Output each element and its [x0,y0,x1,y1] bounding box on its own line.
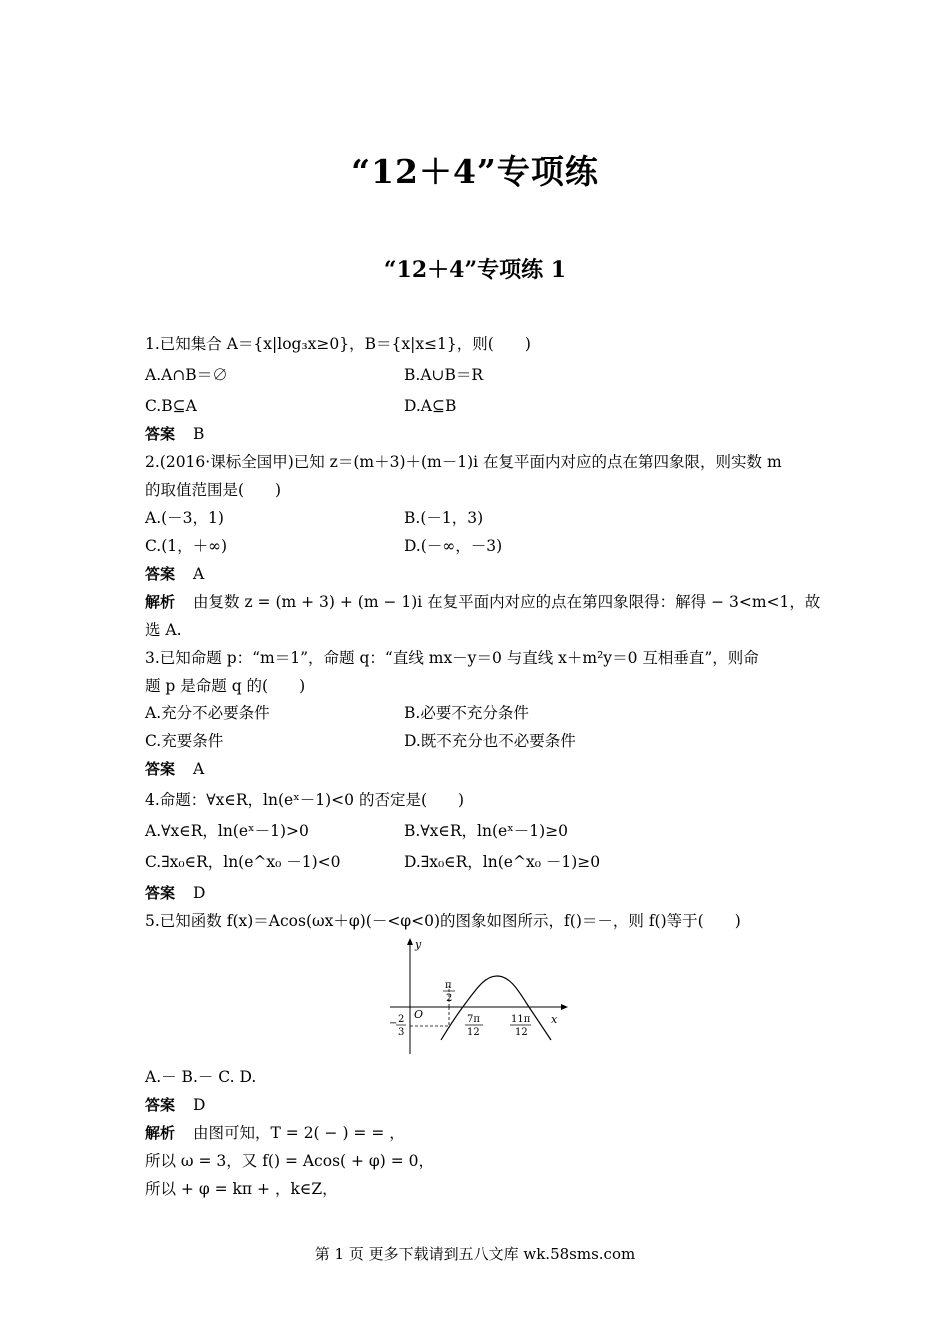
q2-option-c: C.(1，＋∞) [145,537,228,555]
q1-option-c: C.B⊆A [145,397,197,415]
q2-stem-line1: 2.(2016·课标全国甲)已知 z＝(m＋3)＋(m－1)i 在复平面内对应的点在第四象限，则实数 m [145,453,782,471]
q3-stem-line2: 题 p 是命题 q 的( ) [145,677,306,695]
q2-answer-row [145,563,204,585]
label-seven-pi-num: 7π [467,1014,480,1025]
q1-answer: B [193,425,205,443]
q2-analysis-line2: 选 A. [145,621,182,639]
analysis-label: 解析 [145,593,176,611]
q4-answer: D [193,884,206,902]
q2-analysis-line1 [145,591,820,613]
q5-analysis-line1 [145,1122,405,1144]
cosine-graph-figure [385,936,570,1058]
label-neg-two-thirds-num: 2 [398,1014,405,1025]
q4-option-b: B.∀x∈R，ln(eˣ－1)≥0 [404,822,569,840]
q4-stem: 4.命题：∀x∈R，ln(eˣ－1)<0 的否定是( ) [145,791,465,809]
answer-label: 答案 [145,425,176,443]
q2-option-d: D.(－∞，－3) [404,537,503,555]
analysis-label: 解析 [145,1124,176,1142]
x-axis-label: x [551,1013,558,1026]
document-title: “12＋4”专项练 [351,152,599,191]
q2-answer: A [193,565,205,583]
label-pi-half-num: π [445,980,452,991]
q5-analysis-text: 由图可知，T = 2( − ) = = ， [193,1124,405,1142]
q2-analysis-text: 由复数 z = (m + 3) + (m − 1)i 在复平面内对应的点在第四象限得：解得 − 3<m<1，故 [193,593,821,611]
label-pi-half-den: 2 [446,993,453,1004]
q1-stem: 1.已知集合 A＝{x|log₃x≥0}，B＝{x|x≤1}，则( ) [145,335,531,353]
answer-label: 答案 [145,1096,176,1114]
q1-option-d: D.A⊆B [404,397,457,415]
q2-option-b: B.(－1，3) [404,509,484,527]
label-eleven-pi-den: 12 [515,1027,528,1038]
label-neg-sign: − [389,1018,398,1029]
q5-analysis-line3: 所以 + φ = kπ + ，k∈Z， [145,1180,338,1198]
cosine-curve [441,976,551,1040]
q1-option-a: A.A∩B＝∅ [145,366,228,384]
q3-stem-line1: 3.已知命题 p：“m＝1”，命题 q：“直线 mx－y＝0 与直线 x＋m²y＝0 互相垂直”，则命 [145,649,759,667]
label-seven-pi-den: 12 [467,1027,480,1038]
q4-answer-row [145,882,205,904]
answer-label: 答案 [145,565,176,583]
q5-answer-row [145,1094,205,1116]
q3-option-c: C.充要条件 [145,732,224,750]
label-eleven-pi-num: 11π [511,1014,531,1025]
q3-answer-row [145,758,204,780]
label-neg-two-thirds-den: 3 [398,1027,405,1038]
q3-option-b: B.必要不充分条件 [404,704,529,722]
q1-answer-row [145,423,204,445]
q3-answer: A [193,760,205,778]
answer-label: 答案 [145,760,176,778]
q4-option-a: A.∀x∈R，ln(eˣ－1)>0 [145,822,309,840]
q5-options: A.－ B.－ C. D. [145,1068,257,1086]
q3-option-a: A.充分不必要条件 [145,704,270,722]
section-title: “12＋4”专项练 1 [383,257,567,283]
q3-option-d: D.既不充分也不必要条件 [404,732,576,750]
answer-label: 答案 [145,884,176,902]
x-axis-arrow [561,1004,568,1010]
q2-option-a: A.(－3，1) [145,509,224,527]
q4-option-c: C.∃x₀∈R，ln(e^x₀ －1)<0 [145,853,341,871]
origin-label: O [414,1008,424,1021]
q5-stem: 5.已知函数 f(x)＝Acos(ωx＋φ)(－<φ<0)的图象如图所示，f()＝－，则 f()等于( ) [145,912,741,930]
q1-option-b: B.A∪B＝R [404,366,484,384]
y-axis-label: y [415,938,422,951]
q2-stem-line2: 的取值范围是( ) [145,481,282,499]
q5-analysis-line2: 所以 ω = 3，又 f() = Acos( + φ) = 0， [145,1152,435,1170]
page-footer: 第 1 页 更多下载请到五八文库 wk.58sms.com [314,1245,636,1263]
y-axis-arrow [407,938,413,945]
q4-option-d: D.∃x₀∈R，ln(e^x₀ －1)≥0 [404,853,601,871]
q5-answer: D [193,1096,206,1114]
